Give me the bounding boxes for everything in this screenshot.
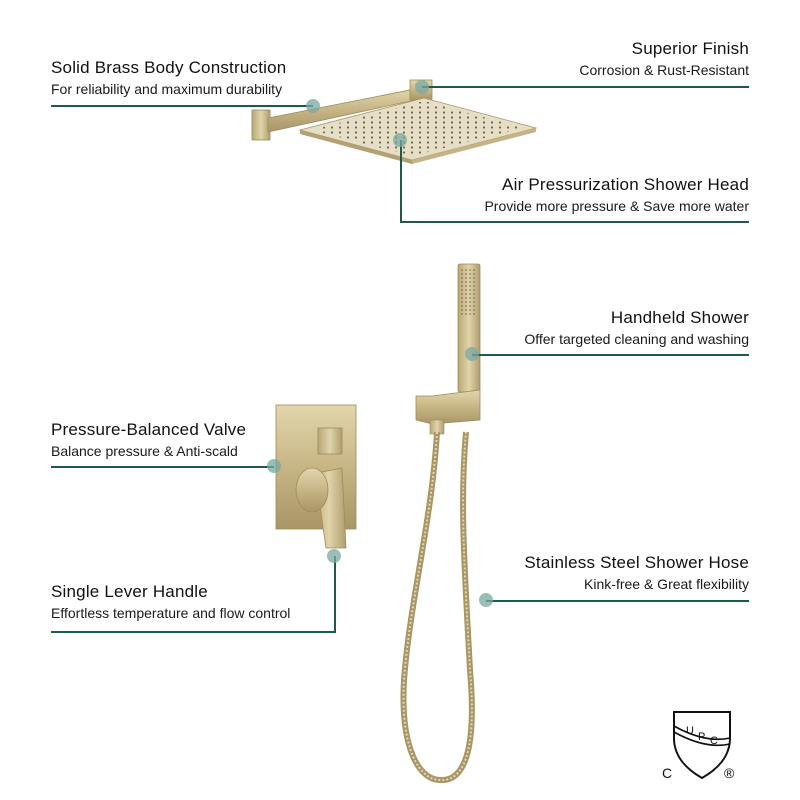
cupc-certification-logo [662, 708, 752, 788]
cert-c-mark: C [662, 765, 673, 781]
feature-valve-sub: Balance pressure & Anti-scald [51, 443, 238, 459]
feature-head [484, 175, 749, 215]
leader-line-head-h [400, 221, 749, 223]
feature-brass-sub: For reliability and maximum durability [51, 81, 283, 97]
leader-line-finish [422, 86, 749, 88]
callout-dot-head [393, 133, 407, 147]
callout-dot-valve [267, 459, 281, 473]
leader-line-brass [51, 105, 313, 107]
feature-head-title: Air Pressurization Shower Head [502, 175, 749, 194]
leader-line-handheld [472, 354, 749, 356]
cert-letter-u: U [686, 725, 694, 737]
leader-line-lever-h [51, 631, 336, 633]
feature-lever-title: Single Lever Handle [51, 582, 208, 601]
leader-line-valve [51, 466, 274, 468]
feature-finish-title: Superior Finish [631, 39, 749, 58]
leader-line-hose [486, 600, 749, 602]
valve-trim [276, 405, 356, 548]
registered-mark: ® [724, 765, 735, 781]
cert-letter-p: P [698, 731, 706, 743]
feature-lever [51, 582, 290, 622]
feature-valve-title: Pressure-Balanced Valve [51, 420, 247, 439]
feature-handheld-title: Handheld Shower [610, 308, 749, 327]
shower-hose [403, 432, 471, 780]
feature-brass [51, 58, 286, 98]
callout-dot-hose [479, 593, 493, 607]
feature-valve [51, 420, 246, 460]
feature-head-sub: Provide more pressure & Save more water [484, 198, 749, 214]
feature-handheld [524, 308, 749, 348]
feature-brass-title: Solid Brass Body Construction [51, 58, 287, 77]
callout-dot-handheld [465, 347, 479, 361]
leader-line-lever-v [334, 556, 336, 632]
feature-hose-title: Stainless Steel Shower Hose [524, 553, 749, 572]
feature-finish-sub: Corrosion & Rust-Resistant [579, 62, 749, 78]
callout-dot-lever [327, 549, 341, 563]
leader-line-head-v [400, 140, 402, 222]
callout-dot-brass [306, 99, 320, 113]
cert-letter-c: C [710, 735, 718, 747]
feature-lever-sub: Effortless temperature and flow control [51, 605, 291, 621]
feature-hose-sub: Kink-free & Great flexibility [584, 576, 749, 592]
feature-handheld-sub: Offer targeted cleaning and washing [524, 331, 749, 347]
cupc-shield-icon [662, 708, 752, 788]
callout-dot-finish [415, 80, 429, 94]
feature-finish [579, 39, 749, 79]
feature-hose [524, 553, 749, 593]
